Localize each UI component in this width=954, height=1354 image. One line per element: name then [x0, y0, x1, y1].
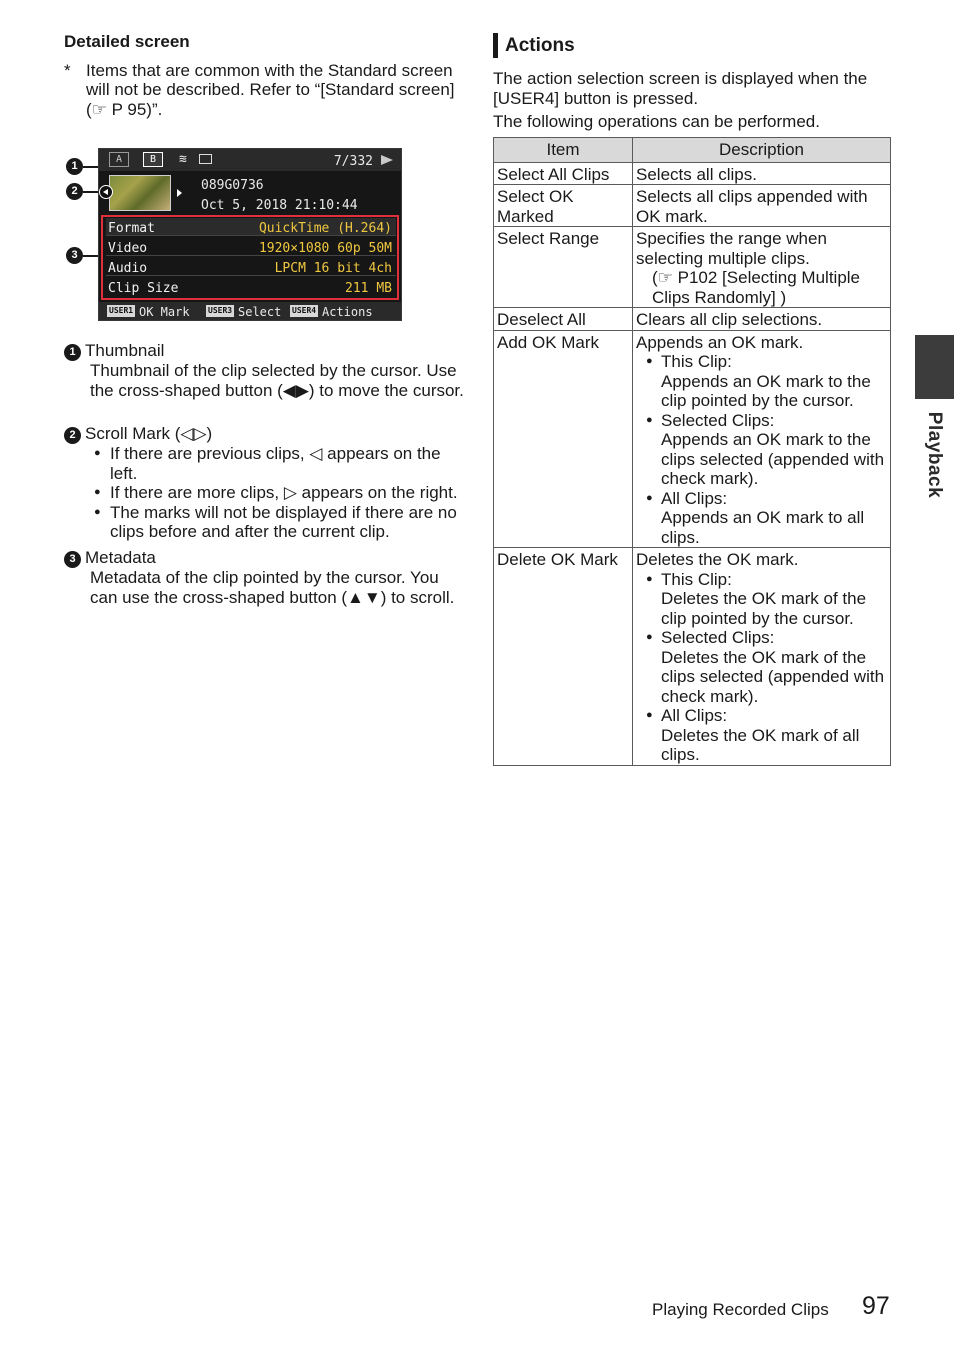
clip-counter: 7/332 [333, 154, 373, 169]
description-cell: Selects all clips. [633, 162, 891, 185]
note-asterisk: * [64, 60, 71, 80]
card-icon [199, 154, 212, 164]
callout-3: 3 [66, 247, 83, 264]
item-body: Thumbnail of the clip selected by the cursor. Use the cross-shaped button (◀▶) to move the cursor. [90, 361, 464, 400]
callout-2-line [83, 191, 99, 193]
column-header-item: Item [494, 138, 633, 163]
item-cell: Select OK Marked [494, 185, 633, 227]
scroll-mark-right-icon [177, 189, 182, 197]
clip-name: 089G0736 [201, 178, 264, 193]
item-title: Metadata [85, 548, 156, 567]
table-row [494, 162, 891, 185]
description-cell [633, 548, 891, 766]
sub-option-text: Deletes the OK mark of all clips. [661, 725, 860, 764]
sub-option-text: Appends an OK mark to the clip pointed by the cursor. [661, 371, 871, 410]
callout-2: 2 [66, 183, 83, 200]
item-body: Metadata of the clip pointed by the cursor. You can use the cross-shaped button (▲▼) to scroll. [90, 568, 455, 607]
metadata-key: Audio [108, 261, 148, 276]
description-cell: Selects all clips appended with OK mark. [633, 185, 891, 227]
description-text: Appends an OK mark. [636, 332, 804, 352]
bullet-item: ● The marks will not be displayed if there are no clips before and after the current clip. [64, 503, 464, 542]
actions-label: Actions [322, 305, 373, 319]
table-row [494, 548, 891, 766]
description-cell [633, 330, 891, 548]
table-row [494, 308, 891, 331]
sub-option-text: Deletes the OK mark of the clip pointed by the cursor. [661, 589, 867, 628]
table-row [494, 330, 891, 548]
item-cell: Deselect All [494, 308, 633, 331]
select-label: Select [238, 305, 282, 319]
metadata-key: Clip Size [108, 281, 179, 296]
note-text: Items that are common with the Standard screen will not be described. Refer to “[Standard screen] (☞ P 95)”. [86, 60, 455, 119]
item-3-description [64, 548, 464, 607]
actions-intro-1: The action selection screen is displayed when the [USER4] button is pressed. [493, 69, 868, 108]
description-cell: Clears all clip selections. [633, 308, 891, 331]
user1-button-tag: USER1 [109, 306, 134, 315]
description-text: Specifies the range when selecting multiple clips. [636, 229, 827, 268]
play-direction-icon [381, 155, 393, 165]
column-header-description: Description [633, 138, 891, 163]
metadata-key: Format [108, 221, 155, 236]
item-cell: Add OK Mark [494, 330, 633, 548]
sub-option-label: ● Selected Clips: [636, 411, 887, 431]
table-row [494, 185, 891, 227]
metadata-row [106, 238, 396, 256]
table-header-row [494, 138, 891, 163]
sub-option-label: ● All Clips: [636, 706, 887, 726]
sub-option-label: ● All Clips: [636, 489, 887, 509]
metadata-key: Video [108, 241, 148, 256]
chapter-tab-label: Playback [923, 411, 945, 499]
actions-intro-2: The following operations can be performed. [493, 112, 820, 131]
metadata-row [106, 218, 396, 236]
ok-mark-label: OK Mark [139, 305, 190, 319]
sub-option-text: Appends an OK mark to all clips. [661, 508, 865, 547]
sub-option-label: ● This Clip: [636, 570, 887, 590]
page-number: 97 [862, 1292, 890, 1320]
sub-option-text: Deletes the OK mark of the clips selected (appended with check mark). [661, 647, 885, 706]
metadata-row [106, 278, 396, 296]
item-title: Thumbnail [85, 341, 165, 360]
item-cell: Select Range [494, 227, 633, 308]
chapter-tab-marker [915, 335, 954, 399]
detailed-screen-section [64, 32, 464, 119]
metadata-value: 211 MB [345, 281, 392, 296]
camera-screen [98, 148, 402, 321]
sub-option-label: ● Selected Clips: [636, 628, 887, 648]
item-cell: Delete OK Mark [494, 548, 633, 766]
metadata-row [106, 258, 396, 276]
table-row [494, 227, 891, 308]
actions-heading: Actions [493, 33, 575, 58]
item-cell: Select All Clips [494, 162, 633, 185]
page-reference: (☞ P102 [Selecting Multiple Clips Randomly] ) [652, 268, 861, 307]
user3-button-tag: USER3 [208, 306, 233, 315]
number-badge: 2 [64, 427, 81, 444]
bullet-item: ● If there are previous clips, ◁ appears on the left. [64, 444, 464, 483]
metadata-value: QuickTime (H.264) [258, 221, 392, 236]
tab-slot-a: A [109, 152, 129, 167]
sub-option-label: ● This Clip: [636, 352, 887, 372]
tab-slot-b: B [143, 152, 163, 167]
item-1-description [64, 341, 464, 400]
description-cell [633, 227, 891, 308]
metadata-value: LPCM 16 bit 4ch [274, 261, 392, 276]
number-badge: 3 [64, 551, 81, 568]
item-title: Scroll Mark (◁▷) [85, 424, 213, 443]
number-badge: 1 [64, 344, 81, 361]
wifi-icon: ≋ [179, 152, 187, 167]
screen-top-bar [99, 149, 401, 171]
actions-table [493, 137, 891, 766]
thumbnail-cursor-frame [109, 175, 171, 211]
detailed-screen-illustration [64, 148, 404, 323]
user4-button-tag: USER4 [292, 306, 317, 315]
scroll-mark-left-icon [99, 185, 113, 199]
description-text: Deletes the OK mark. [636, 550, 799, 569]
metadata-box [101, 215, 399, 300]
clip-date: Oct 5, 2018 21:10:44 [201, 198, 358, 213]
bullet-item: ● If there are more clips, ▷ appears on the right. [64, 483, 464, 503]
note [64, 61, 464, 120]
clip-thumbnail [109, 175, 171, 211]
detailed-screen-heading: Detailed screen [64, 32, 190, 51]
footer-section-title: Playing Recorded Clips [652, 1300, 829, 1319]
item-2-description [64, 424, 464, 542]
screen-bottom-bar [99, 302, 401, 320]
sub-option-text: Appends an OK mark to the clips selected (appended with check mark). [661, 430, 885, 488]
callout-1: 1 [66, 158, 83, 175]
metadata-value: 1920×1080 60p 50M [258, 241, 392, 256]
